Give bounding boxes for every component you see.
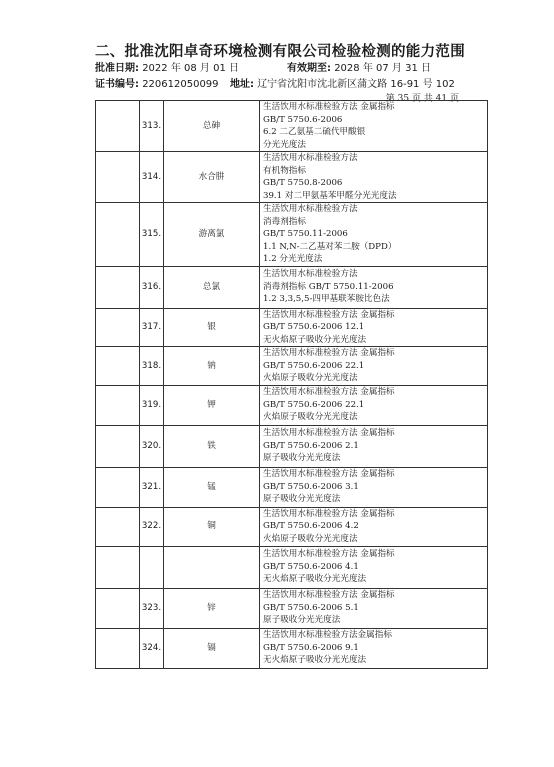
method-line: 39.1 对二甲氨基苯甲醛分光光度法: [263, 190, 397, 201]
row-number: 315.: [140, 203, 164, 267]
row-number: 317.: [140, 308, 164, 347]
method-line: GB/T 5750.6-2006 9.1: [263, 642, 359, 653]
method-line: 原子吸收分光光度法: [263, 615, 341, 626]
method-line: 1.2 分光光度法: [263, 254, 323, 264]
row-number: 323.: [140, 588, 164, 628]
method-line: 有机物指标: [263, 165, 306, 176]
method-line: 火焰原子吸收分光光度法: [263, 412, 358, 423]
certificate-label: 证书编号:: [95, 79, 139, 90]
valid-date: 2028 年 07 月 31 日: [334, 63, 431, 74]
row-number: 316.: [140, 266, 164, 308]
method-cell: [260, 266, 488, 308]
table-row: [96, 266, 488, 308]
method-line: 生活饮用水标准检验方法: [263, 153, 358, 163]
parameter-name: 钠: [164, 347, 260, 386]
approval-date-label: 批准日期:: [95, 63, 139, 74]
method-cell: [260, 425, 488, 467]
method-line: 生活饮用水标准检验方法 金属指标: [263, 469, 395, 480]
table-row: [96, 588, 488, 628]
method-cell: [260, 385, 488, 425]
table-row: [96, 101, 488, 152]
method-line: 1.1 N,N-二乙基对苯二胺（DPD）: [263, 241, 397, 252]
method-line: 无火焰原子吸收分光光度法: [263, 574, 367, 585]
address-line: [230, 75, 455, 90]
parameter-name: 游离氯: [164, 203, 260, 267]
category-cell: [96, 266, 140, 308]
page-title: 二、批准沈阳卓奇环境检测有限公司检验检测的能力范围: [95, 44, 465, 60]
method-line: 火焰原子吸收分光光度法: [263, 373, 358, 383]
parameter-name: [164, 546, 260, 588]
method-line: 消毒剂指标: [263, 216, 306, 227]
scope-table: [95, 100, 488, 669]
table-row: [96, 628, 488, 668]
category-cell: [96, 203, 140, 267]
category-cell: [96, 546, 140, 588]
row-number: 319.: [140, 385, 164, 425]
approval-date-line: [95, 59, 239, 74]
method-line: GB/T 5750.6-2006: [263, 114, 343, 125]
parameter-name: 水合肼: [164, 152, 260, 203]
method-line: 生活饮用水标准检验方法 金属指标: [263, 508, 395, 519]
row-number: 318.: [140, 347, 164, 386]
table-row: [96, 467, 488, 507]
method-line: 生活饮用水标准检验方法 金属指标: [263, 549, 395, 560]
method-cell: [260, 467, 488, 507]
method-line: 生活饮用水标准检验方法 金属指标: [263, 102, 395, 112]
method-line: 生活饮用水标准检验方法 金属指标: [263, 348, 395, 358]
method-line: GB/T 5750.6-2006 2.1: [263, 440, 359, 451]
category-cell: [96, 507, 140, 546]
method-line: GB/T 5750.6-2006 22.1: [263, 360, 365, 371]
method-cell: [260, 152, 488, 203]
parameter-name: 铁: [164, 425, 260, 467]
method-line: GB/T 5750.6-2006 5.1: [263, 602, 359, 613]
table-row: [96, 546, 488, 588]
method-cell: [260, 628, 488, 668]
valid-date-label: 有效期至:: [287, 63, 331, 74]
row-number: 320.: [140, 425, 164, 467]
method-line: GB/T 5750.6-2006 4.1: [263, 561, 359, 572]
certificate-line: [95, 75, 219, 90]
table-row: [96, 152, 488, 203]
row-number: 314.: [140, 152, 164, 203]
method-line: 无火焰原子吸收分光光度法: [263, 334, 367, 345]
method-line: 火焰原子吸收分光光度法: [263, 533, 358, 544]
method-line: GB/T 5750.6-2006 12.1: [263, 322, 365, 332]
method-cell: [260, 546, 488, 588]
method-line: 原子吸收分光光度法: [263, 494, 341, 505]
parameter-name: 锌: [164, 588, 260, 628]
parameter-name: 总砷: [164, 101, 260, 152]
parameter-name: 总氯: [164, 266, 260, 308]
parameter-name: 镉: [164, 628, 260, 668]
parameter-name: 钾: [164, 385, 260, 425]
parameter-name: 锰: [164, 467, 260, 507]
row-number: [140, 546, 164, 588]
method-line: 生活饮用水标准检验方法 金属指标: [263, 428, 395, 439]
page-number: 第 35 页 共 41 页: [385, 94, 459, 104]
address-label: 地址:: [230, 79, 254, 90]
row-number: 313.: [140, 101, 164, 152]
method-line: 无火焰原子吸收分光光度法: [263, 655, 367, 666]
row-number: 322.: [140, 507, 164, 546]
address: 辽宁省沈阳市沈北新区蒲文路 16-91 号 102: [257, 79, 455, 90]
parameter-name: 银: [164, 308, 260, 347]
certificate-number: 220612050099: [142, 79, 219, 90]
method-line: GB/T 5750.6-2006 3.1: [263, 481, 359, 492]
table-row: [96, 347, 488, 386]
table-row: [96, 425, 488, 467]
method-line: 6.2 二乙氨基二硫代甲酸银: [263, 127, 366, 137]
method-line: GB/T 5750.8-2006: [263, 178, 343, 188]
valid-date-line: [287, 59, 431, 74]
method-cell: [260, 588, 488, 628]
category-cell: [96, 385, 140, 425]
method-line: 1.2 3,3,5,5-四甲基联苯胺比色法: [263, 294, 390, 305]
method-cell: [260, 101, 488, 152]
table-row: [96, 308, 488, 347]
method-cell: [260, 507, 488, 546]
method-cell: [260, 347, 488, 386]
method-line: 生活饮用水标准检验方法 金属指标: [263, 387, 395, 398]
row-number: 321.: [140, 467, 164, 507]
approval-date: 2022 年 08 月 01 日: [142, 63, 239, 74]
method-line: GB/T 5750.6-2006 22.1: [263, 399, 365, 410]
table-row: [96, 385, 488, 425]
method-line: 消毒剂指标 GB/T 5750.11-2006: [263, 281, 394, 292]
method-line: GB/T 5750.6-2006 4.2: [263, 521, 359, 532]
row-number: 324.: [140, 628, 164, 668]
method-cell: [260, 308, 488, 347]
category-cell: [96, 425, 140, 467]
table-row: [96, 507, 488, 546]
method-line: 分光光度法: [263, 139, 306, 150]
method-line: GB/T 5750.11-2006: [263, 229, 348, 239]
category-cell: [96, 347, 140, 386]
table-row: [96, 203, 488, 267]
category-cell: [96, 467, 140, 507]
method-cell: [260, 203, 488, 267]
method-line: 生活饮用水标准检验方法 金属指标: [263, 590, 395, 601]
method-line: 生活饮用水标准检验方法 金属指标: [263, 309, 395, 320]
method-line: 生活饮用水标准检验方法: [263, 204, 358, 214]
category-cell: [96, 101, 140, 152]
method-line: 生活饮用水标准检验方法金属指标: [263, 630, 392, 641]
category-cell: [96, 308, 140, 347]
method-line: 生活饮用水标准检验方法: [263, 269, 358, 280]
category-cell: [96, 152, 140, 203]
method-line: 原子吸收分光光度法: [263, 453, 341, 464]
category-cell: [96, 588, 140, 628]
category-cell: [96, 628, 140, 668]
parameter-name: 铜: [164, 507, 260, 546]
